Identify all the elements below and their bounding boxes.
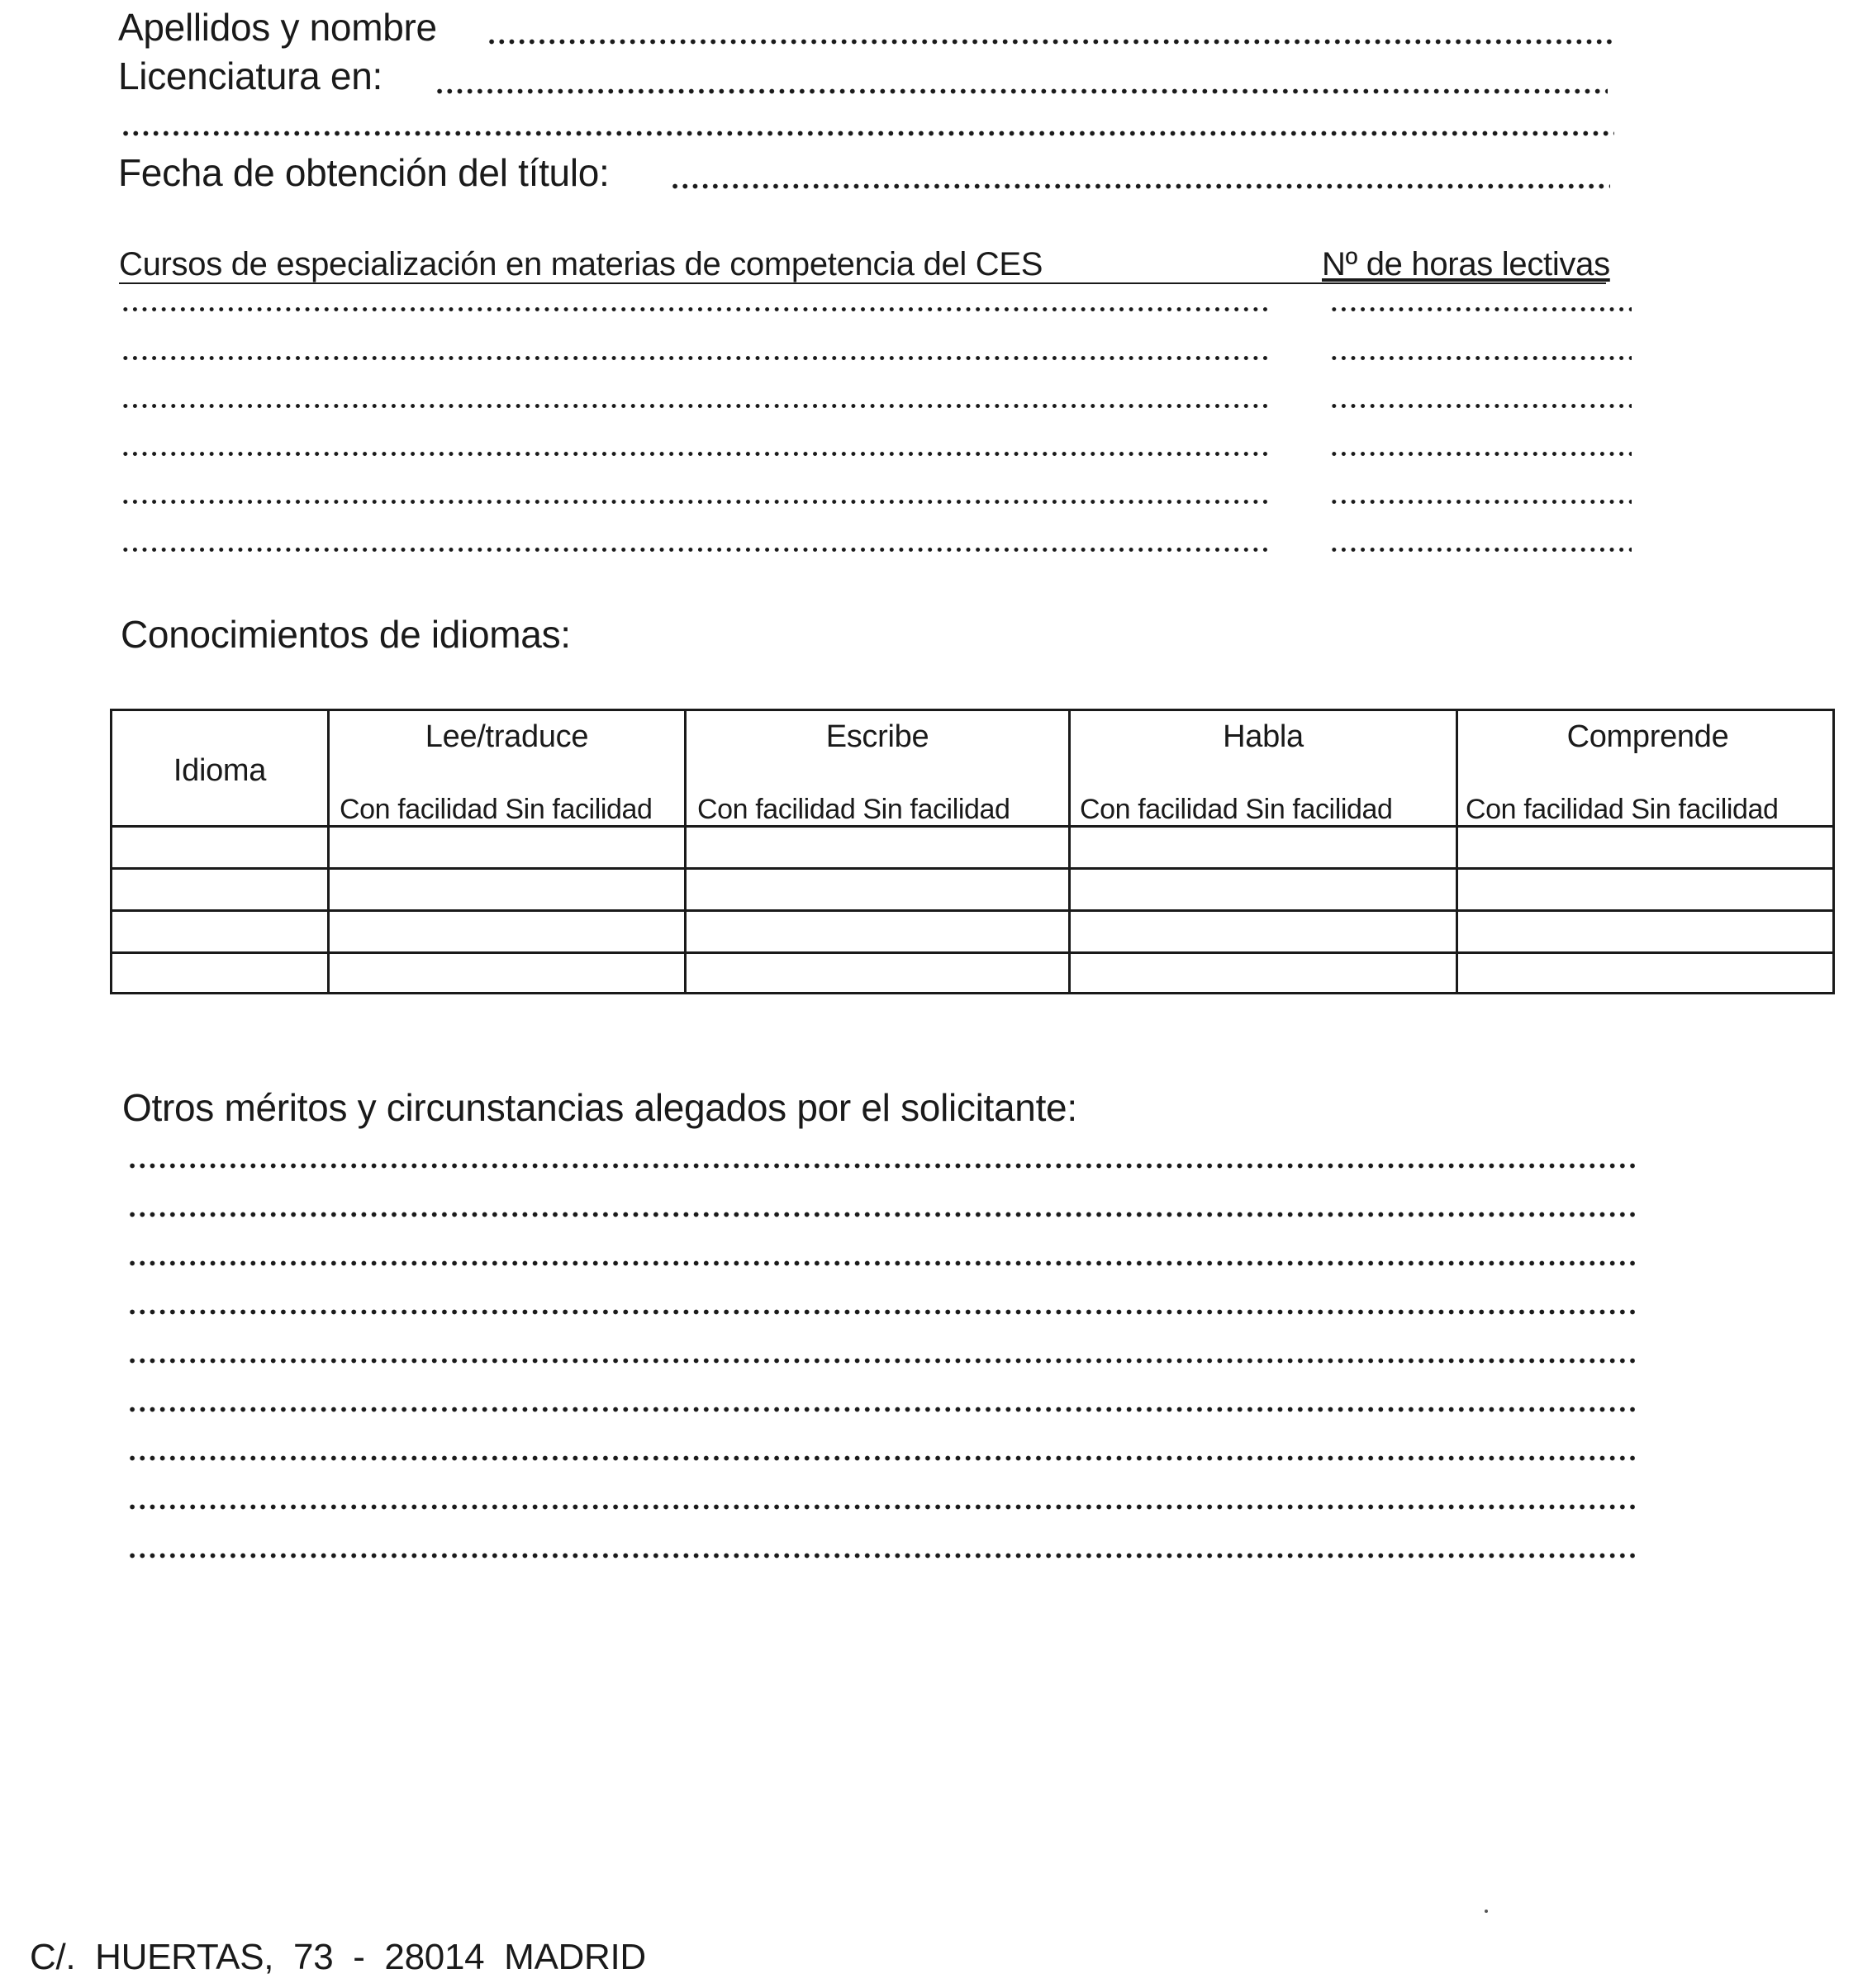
curso-horas-field[interactable] <box>1329 403 1632 409</box>
col-idioma-header: Idioma <box>173 753 267 788</box>
col-comprende-header: Comprende <box>1566 719 1729 754</box>
col-escribe-subheader: Con facilidad Sin facilidad <box>697 794 1010 825</box>
idioma-cell-comprende[interactable] <box>1458 912 1830 951</box>
otros-meritos-field[interactable] <box>127 1212 1635 1217</box>
idioma-cell-lee[interactable] <box>330 828 684 867</box>
col-habla-header: Habla <box>1223 719 1304 754</box>
idioma-cell-idioma[interactable] <box>112 912 327 951</box>
horas-header-label: Nº de horas lectivas <box>1322 246 1610 282</box>
curso-name-field[interactable] <box>121 499 1271 505</box>
idioma-cell-escribe[interactable] <box>687 870 1068 909</box>
idioma-cell-idioma[interactable] <box>112 954 327 994</box>
idioma-cell-habla[interactable] <box>1071 870 1456 909</box>
otros-meritos-field[interactable] <box>127 1163 1635 1169</box>
curso-name-field[interactable] <box>121 547 1271 553</box>
licenciatura-field[interactable] <box>435 88 1608 94</box>
idioma-cell-habla[interactable] <box>1071 828 1456 867</box>
idioma-cell-idioma[interactable] <box>112 828 327 867</box>
licenciatura-field-line-2[interactable] <box>121 130 1614 136</box>
footer-address: C/. HUERTAS, 73 - 28014 MADRID <box>30 1937 646 1977</box>
idioma-cell-escribe[interactable] <box>687 828 1068 867</box>
otros-meritos-field[interactable] <box>127 1553 1635 1559</box>
apellidos-label: Apellidos y nombre <box>118 6 437 49</box>
curso-name-field[interactable] <box>121 403 1271 409</box>
otros-meritos-field[interactable] <box>127 1455 1635 1461</box>
licenciatura-label: Licenciatura en: <box>118 55 383 97</box>
idioma-cell-idioma[interactable] <box>112 870 327 909</box>
idiomas-table <box>110 709 1835 994</box>
idioma-cell-comprende[interactable] <box>1458 870 1830 909</box>
otros-meritos-field[interactable] <box>127 1309 1635 1315</box>
idioma-cell-lee[interactable] <box>330 912 684 951</box>
idioma-cell-escribe[interactable] <box>687 954 1068 994</box>
col-lee-subheader: Con facilidad Sin facilidad <box>340 794 653 825</box>
idioma-cell-comprende[interactable] <box>1458 828 1830 867</box>
apellidos-field[interactable] <box>487 39 1614 45</box>
curso-name-field[interactable] <box>121 306 1271 312</box>
idioma-cell-habla[interactable] <box>1071 954 1456 994</box>
otros-meritos-field[interactable] <box>127 1504 1635 1510</box>
idiomas-title: Conocimientos de idiomas: <box>121 613 571 656</box>
speck <box>1485 1910 1488 1913</box>
curso-horas-field[interactable] <box>1329 451 1632 457</box>
col-escribe-header: Escribe <box>825 719 929 754</box>
curso-horas-field[interactable] <box>1329 499 1632 505</box>
otros-meritos-field[interactable] <box>127 1358 1635 1364</box>
col-comprende-subheader: Con facilidad Sin facilidad <box>1466 794 1779 825</box>
curso-name-field[interactable] <box>121 355 1271 361</box>
idioma-cell-lee[interactable] <box>330 954 684 994</box>
curso-horas-field[interactable] <box>1329 547 1632 553</box>
fecha-titulo-label: Fecha de obtención del título: <box>118 151 610 194</box>
otros-meritos-title: Otros méritos y circunstancias alegados por el solicitante: <box>122 1086 1077 1129</box>
curso-horas-field[interactable] <box>1329 355 1632 361</box>
col-lee-header: Lee/traduce <box>425 719 589 754</box>
idioma-cell-lee[interactable] <box>330 870 684 909</box>
cursos-header-label: Cursos de especialización en materias de competencia del CES <box>119 246 1043 282</box>
curso-horas-field[interactable] <box>1329 306 1632 312</box>
curso-name-field[interactable] <box>121 451 1271 457</box>
idioma-cell-comprende[interactable] <box>1458 954 1830 994</box>
otros-meritos-field[interactable] <box>127 1260 1635 1266</box>
idioma-cell-escribe[interactable] <box>687 912 1068 951</box>
idioma-cell-habla[interactable] <box>1071 912 1456 951</box>
fecha-titulo-field[interactable] <box>670 183 1610 189</box>
otros-meritos-field[interactable] <box>127 1407 1635 1412</box>
col-habla-subheader: Con facilidad Sin facilidad <box>1080 794 1393 825</box>
